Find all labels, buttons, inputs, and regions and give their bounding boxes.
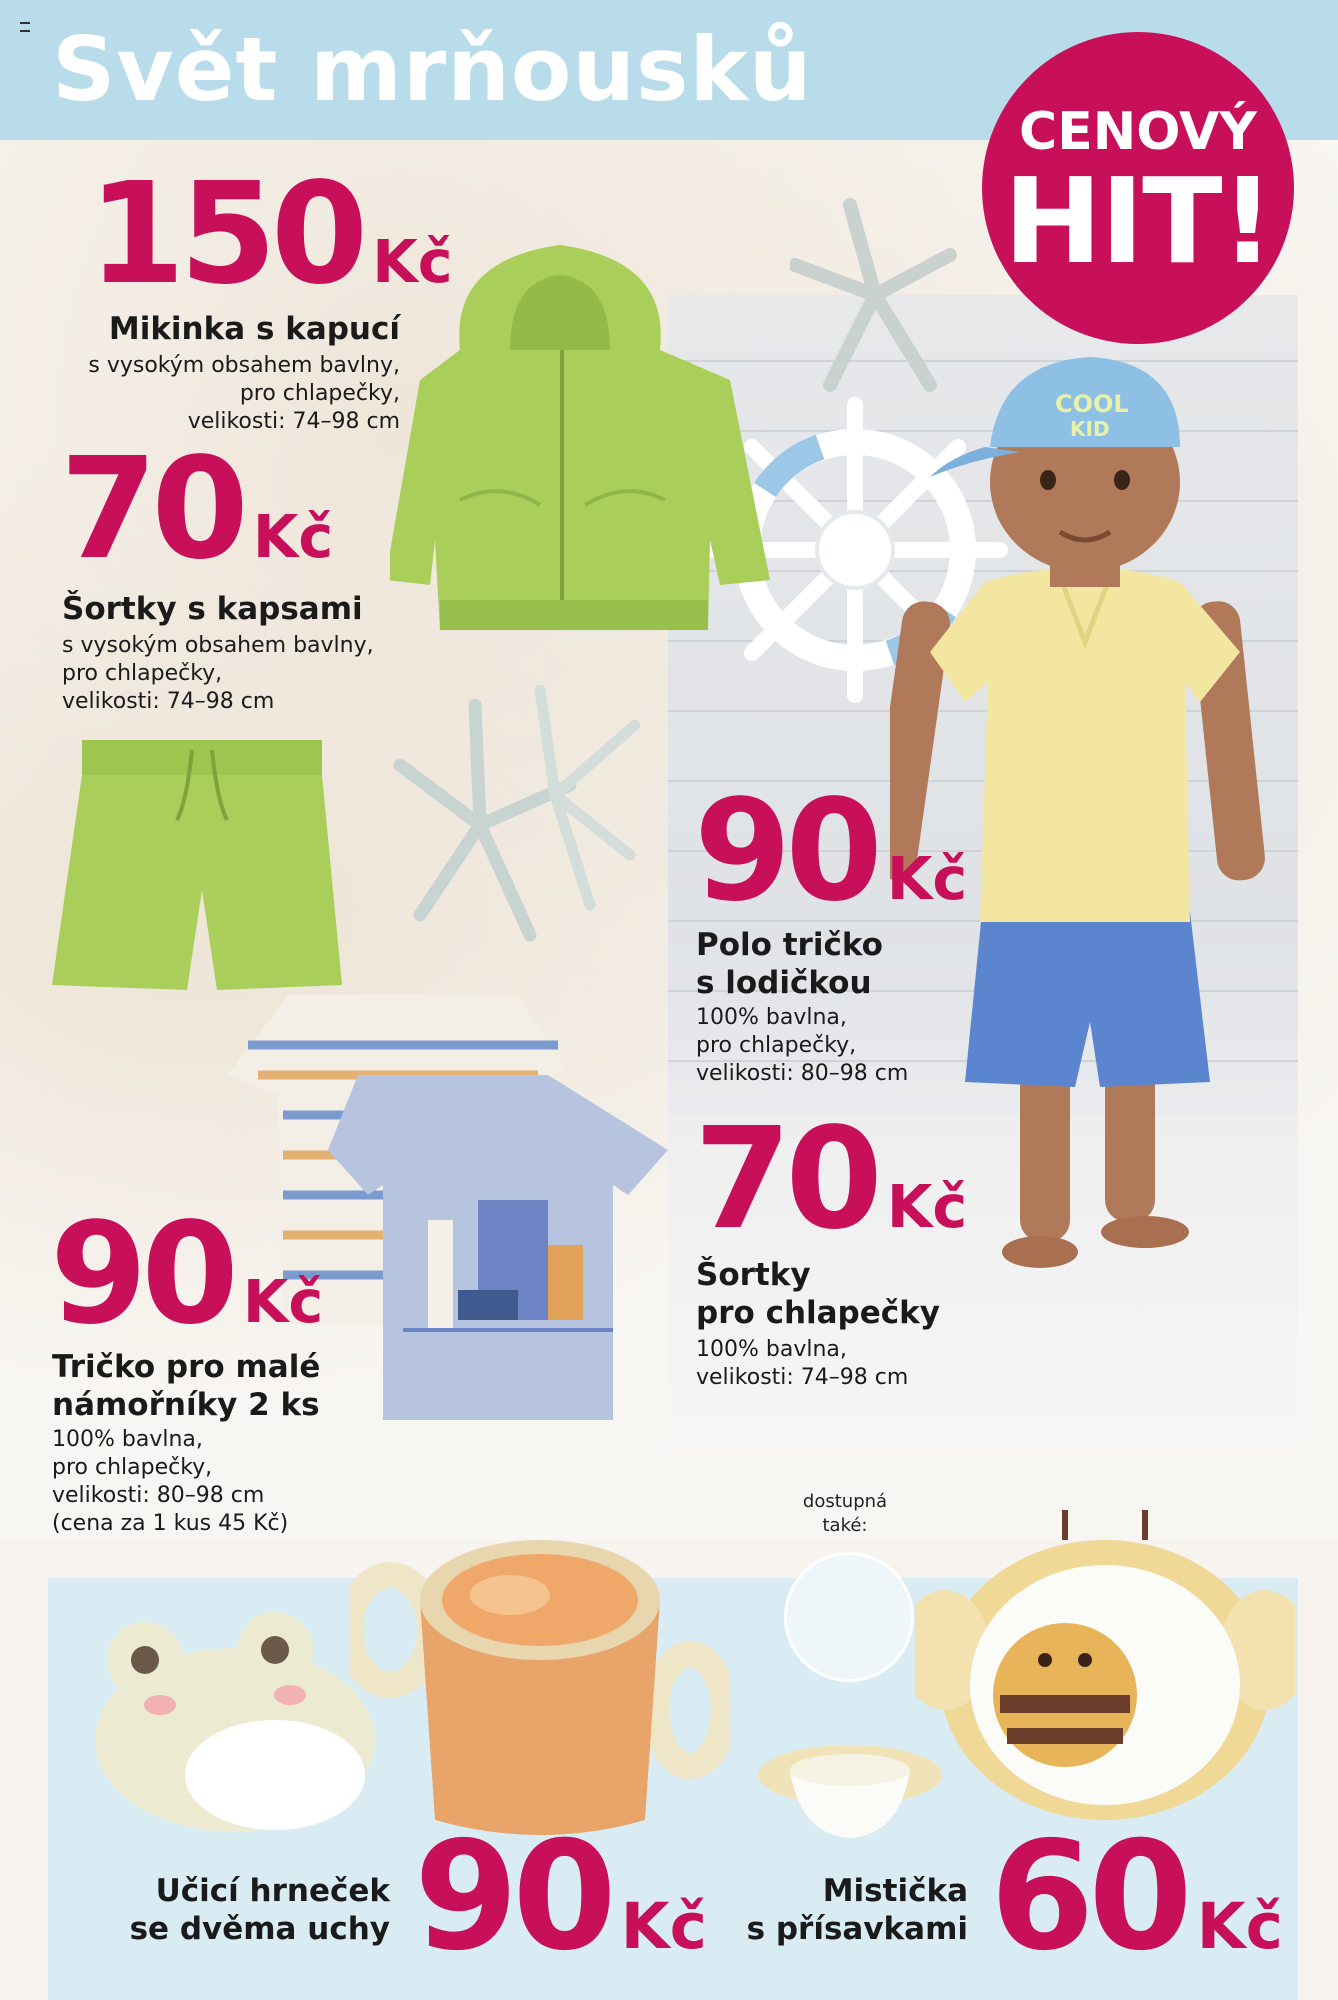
name-line: se dvěma uchy <box>129 1911 390 1947</box>
name-line: Polo tričko <box>696 927 883 963</box>
desc-line: pro chlapečky, <box>239 381 400 406</box>
price-value: 70 <box>60 428 243 591</box>
name-line: Mistička <box>822 1873 968 1909</box>
shorts-boys-desc <box>696 1336 1026 1392</box>
name-line: Šortky <box>696 1257 811 1293</box>
tshirt-name <box>52 1348 372 1424</box>
bowl-price <box>990 1810 1283 1984</box>
starfish-icon <box>390 685 640 945</box>
desc-line: (cena za 1 kus 45 Kč) <box>52 1511 289 1536</box>
polo-name <box>696 926 996 1002</box>
svg-text:COOL: COOL <box>1055 390 1129 418</box>
desc-line: pro chlapečky, <box>62 661 223 686</box>
frog-plate-image <box>85 1600 385 1840</box>
small-bowl-image <box>750 1730 950 1840</box>
hoodie-price <box>88 153 453 316</box>
name-line: pro chlapečky <box>696 1295 940 1331</box>
name-line: Tričko pro malé <box>52 1349 321 1385</box>
desc-line: velikosti: 80–98 cm <box>52 1483 265 1508</box>
price-currency: Kč <box>372 227 453 296</box>
price-value: 90 <box>414 1810 611 1984</box>
desc-line: 100% bavlna, <box>52 1427 203 1452</box>
desc-line: velikosti: 74–98 cm <box>187 409 400 434</box>
hoodie-name: Mikinka s kapucí <box>108 311 400 347</box>
price-value: 60 <box>990 1810 1187 1984</box>
price-currency: Kč <box>252 502 334 571</box>
cup-name <box>80 1872 390 1948</box>
desc-line: pro chlapečky, <box>52 1455 213 1480</box>
name-line: s lodičkou <box>696 965 872 1001</box>
desc-line: 100% bavlna, <box>696 1337 847 1362</box>
shorts-pockets-desc <box>62 632 442 716</box>
desc-line: s vysokým obsahem bavlny, <box>88 353 400 378</box>
bowl-name <box>700 1872 968 1948</box>
desc-line: pro chlapečky, <box>696 1033 857 1058</box>
green-shorts-image <box>52 740 342 990</box>
note-line: také: <box>822 1515 868 1536</box>
starfish-icon <box>790 195 960 395</box>
price-value: 90 <box>694 770 877 933</box>
alt-whale-bowl-image <box>784 1552 914 1682</box>
page-title: Svět mrňousků <box>52 18 813 121</box>
desc-line: velikosti: 74–98 cm <box>696 1365 909 1390</box>
polo-desc <box>696 1004 1026 1088</box>
price-value: 70 <box>694 1098 877 1261</box>
bee-bowl-image <box>915 1500 1295 1830</box>
price-currency: Kč <box>886 844 968 913</box>
price-hit-badge <box>982 32 1294 344</box>
shorts-pockets-price <box>60 428 334 591</box>
desc-line: s vysokým obsahem bavlny, <box>62 633 374 658</box>
price-currency: Kč <box>620 1890 707 1963</box>
desc-line: 100% bavlna, <box>696 1005 847 1030</box>
tshirt-desc <box>52 1426 372 1538</box>
shorts-pockets-name: Šortky s kapsami <box>62 591 363 627</box>
price-currency: Kč <box>1196 1890 1283 1963</box>
price-currency: Kč <box>242 1267 324 1336</box>
shorts-boys-name <box>696 1256 1026 1332</box>
menu-icon[interactable] <box>20 22 30 32</box>
tshirt-price <box>50 1193 324 1356</box>
hoodie-desc <box>40 352 400 436</box>
availability-note <box>770 1490 920 1538</box>
badge-line-2: HIT! <box>1003 152 1273 290</box>
yellow-polo <box>930 567 1240 922</box>
name-line: s přísavkami <box>746 1911 968 1947</box>
note-line: dostupná <box>802 1491 888 1512</box>
desc-line: velikosti: 74–98 cm <box>62 689 275 714</box>
price-value: 150 <box>88 153 363 316</box>
polo-price <box>694 770 968 933</box>
name-line: námořníky 2 ks <box>52 1387 320 1423</box>
desc-line: velikosti: 80–98 cm <box>696 1061 909 1086</box>
price-currency: Kč <box>886 1172 968 1241</box>
svg-text:KID: KID <box>1070 417 1110 441</box>
price-value: 90 <box>50 1193 233 1356</box>
badge-line-1: CENOVÝ <box>1019 102 1257 162</box>
shorts-boys-price <box>694 1098 968 1261</box>
cup-price <box>414 1810 707 1984</box>
snack-cup-image <box>350 1520 730 1850</box>
name-line: Učicí hrneček <box>155 1873 390 1909</box>
